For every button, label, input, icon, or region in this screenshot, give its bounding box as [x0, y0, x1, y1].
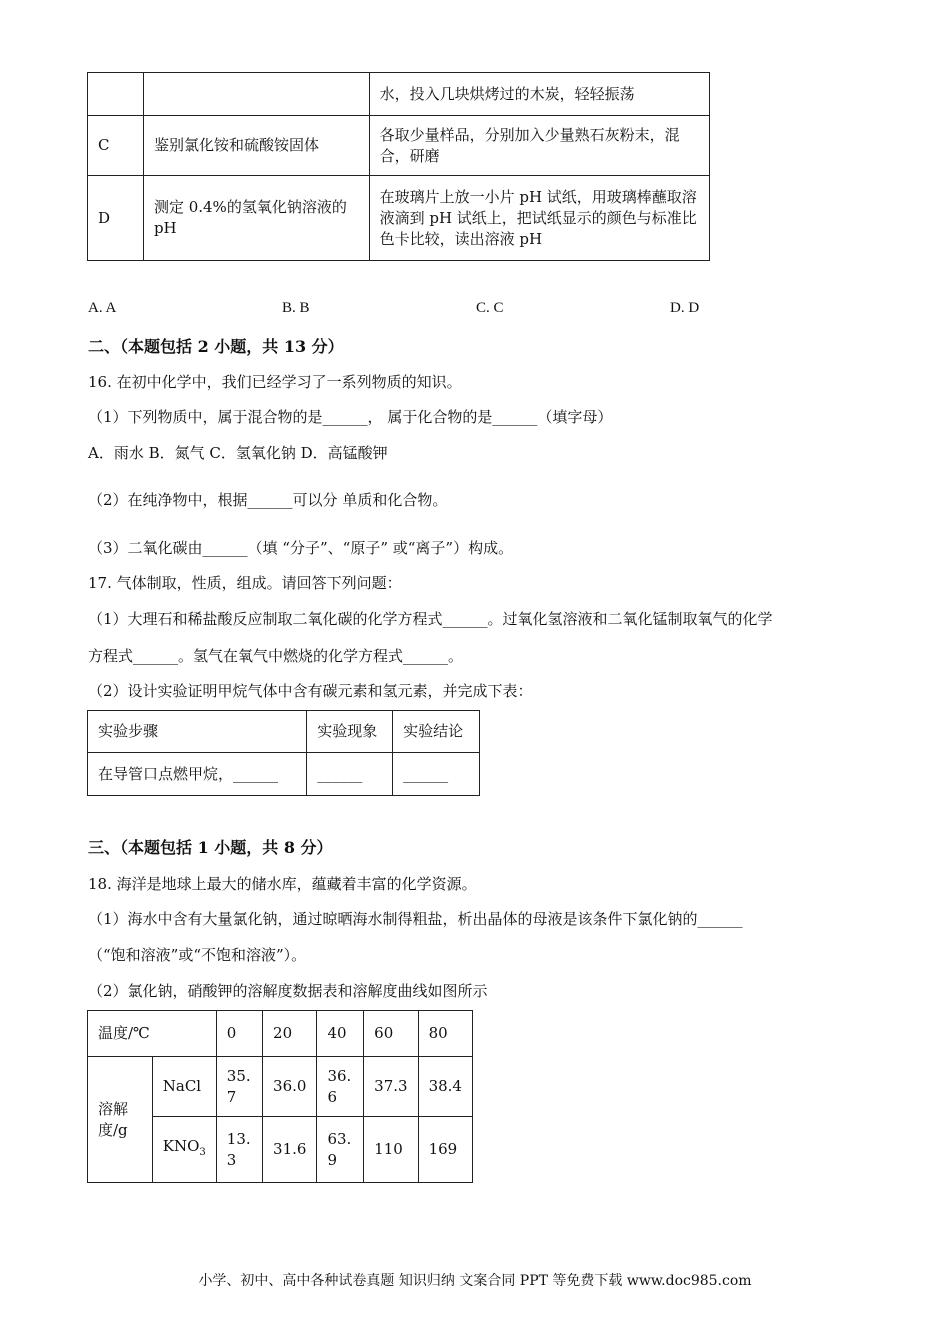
nacl-row	[88, 1057, 473, 1117]
table-row	[88, 176, 710, 261]
table-row	[88, 116, 710, 176]
nacl-label: NaCl	[152, 1057, 216, 1117]
table-row	[88, 73, 710, 116]
methane-experiment-table	[87, 710, 480, 796]
temperature-label: 温度/℃	[88, 1011, 217, 1057]
kno3-value: 110	[364, 1117, 418, 1183]
temperature-row	[88, 1011, 473, 1057]
section-2-heading: 二、（本题包括 2 小题，共 13 分）	[88, 337, 344, 356]
q17-stem: 17. 气体制取，性质，组成。请回答下列问题：	[88, 574, 402, 592]
temp-cell: 60	[364, 1011, 418, 1057]
method-cell: 各取少量样品，分别加入少量熟石灰粉末，混合，研磨	[369, 116, 709, 176]
purpose-cell: 测定 0.4%的氢氧化钠溶液的 pH	[143, 176, 369, 261]
q17-part2: （2）设计实验证明甲烷气体中含有碳元素和氢元素，并完成下表：	[88, 682, 533, 700]
header-phenomenon: 实验现象	[307, 711, 393, 753]
kno3-value: 169	[418, 1117, 472, 1183]
choice-b[interactable]: B. B	[282, 300, 310, 316]
solubility-label: 溶解度/g	[88, 1057, 153, 1183]
kno3-value: 63. 9	[317, 1117, 364, 1183]
kno3-value: 31.6	[263, 1117, 317, 1183]
choice-d[interactable]: D. D	[670, 300, 700, 316]
method-cell: 水，投入几块烘烤过的木炭，轻轻振荡	[369, 73, 709, 116]
q16-options: A．雨水 B．氮气 C．氢氧化钠 D．高锰酸钾	[88, 444, 388, 462]
q18-part2: （2）氯化钠，硝酸钾的溶解度数据表和溶解度曲线如图所示	[88, 982, 488, 1000]
phenomenon-cell[interactable]: ______	[307, 753, 393, 796]
q16-part2: （2）在纯净物中，根据______可以分 单质和化合物。	[88, 491, 448, 509]
q18-part1-line1: （1）海水中含有大量氯化钠，通过晾晒海水制得粗盐，析出晶体的母液是该条件下氯化钠的______	[88, 910, 743, 928]
q17-part1-line2: 方程式______。氢气在氧气中燃烧的化学方程式______。	[88, 647, 464, 665]
option-letter-cell	[88, 73, 144, 116]
q18-stem: 18. 海洋是地球上最大的储水库，蕴藏着丰富的化学资源。	[88, 875, 477, 893]
q16-part3: （3）二氧化碳由______（填 “分子”、“原子” 或“离子”）构成。	[88, 539, 514, 557]
kno3-label-subscript: 3	[199, 1147, 206, 1158]
temp-cell: 20	[263, 1011, 317, 1057]
kno3-value: 13. 3	[216, 1117, 262, 1183]
q17-part1-line1: （1）大理石和稀盐酸反应制取二氧化碳的化学方程式______。过氧化氢溶液和二氧化锰制取氧气的化学	[88, 610, 773, 628]
temp-cell: 0	[216, 1011, 262, 1057]
option-letter-cell: D	[88, 176, 144, 261]
q16-stem: 16. 在初中化学中，我们已经学习了一系列物质的知识。	[88, 373, 462, 391]
nacl-value: 37.3	[364, 1057, 418, 1117]
option-letter-cell: C	[88, 116, 144, 176]
header-step: 实验步骤	[88, 711, 307, 753]
choice-a[interactable]: A. A	[88, 300, 117, 316]
nacl-value: 36.0	[263, 1057, 317, 1117]
q18-part1-line2: （“饱和溶液”或“不饱和溶液”）。	[88, 946, 307, 964]
kno3-label-main: KNO	[162, 1137, 200, 1155]
experiment-options-table	[87, 72, 710, 261]
table-header-row	[88, 711, 480, 753]
nacl-value: 38.4	[418, 1057, 472, 1117]
choice-c[interactable]: C. C	[476, 300, 504, 316]
conclusion-cell[interactable]: ______	[393, 753, 480, 796]
header-conclusion: 实验结论	[393, 711, 480, 753]
temp-cell: 80	[418, 1011, 472, 1057]
step-cell[interactable]: 在导管口点燃甲烷，______	[88, 753, 307, 796]
purpose-cell	[143, 73, 369, 116]
q16-part1: （1）下列物质中，属于混合物的是______， 属于化合物的是______（填字母）	[88, 408, 613, 426]
temp-cell: 40	[317, 1011, 364, 1057]
section-3-heading: 三、（本题包括 1 小题，共 8 分）	[88, 838, 333, 857]
purpose-cell: 鉴别氯化铵和硫酸铵固体	[143, 116, 369, 176]
nacl-value: 36. 6	[317, 1057, 364, 1117]
table-row	[88, 753, 480, 796]
solubility-table	[87, 1010, 473, 1183]
page-footer: 小学、初中、高中各种试卷真题 知识归纳 文案合同 PPT 等免费下载 www.doc985.com	[198, 1273, 752, 1289]
kno3-label	[152, 1117, 216, 1183]
nacl-value: 35. 7	[216, 1057, 262, 1117]
method-cell: 在玻璃片上放一小片 pH 试纸，用玻璃棒蘸取溶液滴到 pH 试纸上，把试纸显示的颜色与标准比色卡比较，读出溶液 pH	[369, 176, 709, 261]
